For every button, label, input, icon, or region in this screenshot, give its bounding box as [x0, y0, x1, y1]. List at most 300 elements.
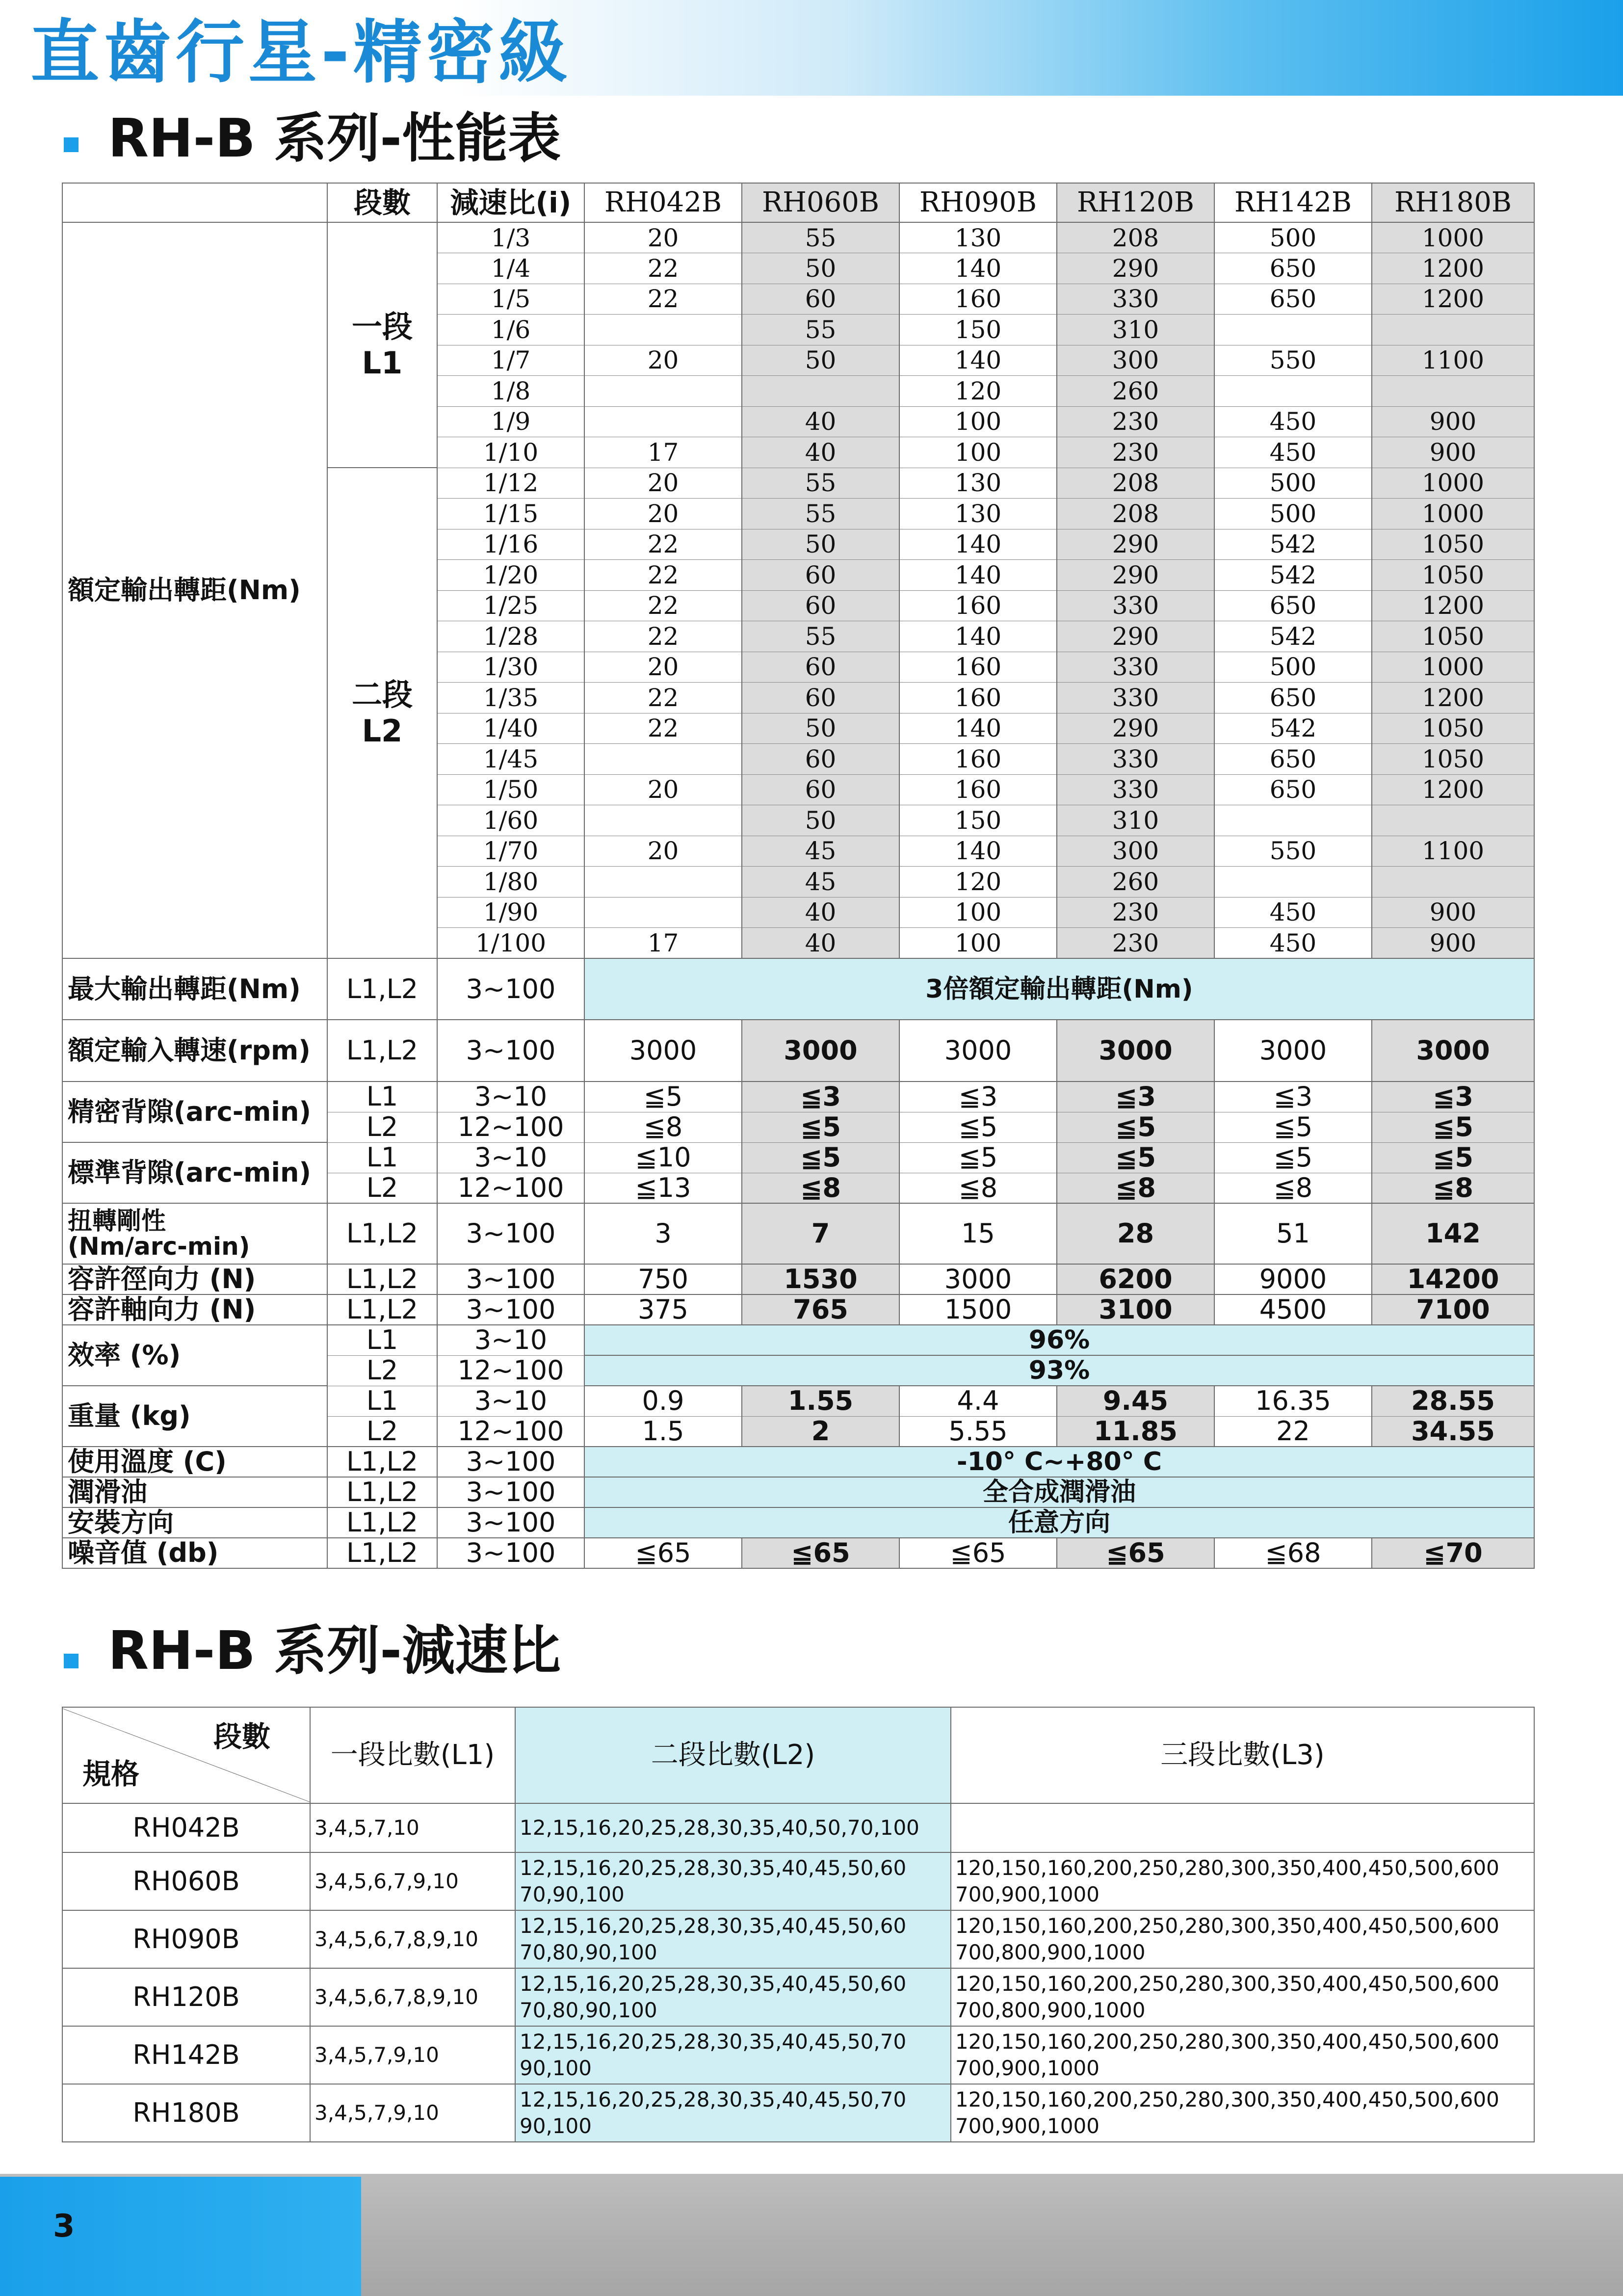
ratio-cell: 1/8	[437, 376, 584, 407]
value-cell: 50	[742, 805, 899, 836]
value-cell: 40	[742, 437, 899, 468]
table-row	[62, 183, 1534, 222]
value-cell: 160	[899, 284, 1057, 315]
model-cell: RH142B	[62, 2026, 310, 2084]
mounting-label: 安裝方向	[62, 1507, 327, 1538]
value-cell: 330	[1057, 652, 1214, 683]
header-l1: 一段比數(L1)	[310, 1707, 515, 1803]
ratio-cell: 1/20	[437, 560, 584, 591]
value-cell	[1372, 376, 1534, 407]
value-cell: 45	[742, 836, 899, 867]
value-cell: 9.45	[1057, 1386, 1214, 1416]
value-cell: 5.55	[899, 1416, 1057, 1447]
mounting-value: 任意方向	[584, 1507, 1534, 1538]
value-cell: 542	[1214, 560, 1372, 591]
value-cell: 20	[584, 652, 742, 683]
value-cell: 500	[1214, 652, 1372, 683]
value-cell: ≦5	[899, 1142, 1057, 1173]
value-cell: 28	[1057, 1203, 1214, 1264]
value-cell: 290	[1057, 560, 1214, 591]
value-cell: 650	[1214, 774, 1372, 805]
value-cell: 230	[1057, 406, 1214, 437]
value-cell: 542	[1214, 713, 1372, 744]
table-row	[62, 1020, 1534, 1082]
model-cell: RH090B	[62, 1910, 310, 1968]
value-cell: 500	[1214, 468, 1372, 499]
value-cell: 120	[899, 376, 1057, 407]
value-cell: 900	[1372, 406, 1534, 437]
value-cell: 55	[742, 315, 899, 345]
value-cell: 160	[899, 652, 1057, 683]
l3-cell: 120,150,160,200,250,280,300,350,400,450,500,600 700,900,1000	[951, 2026, 1534, 2084]
value-cell: 4.4	[899, 1386, 1057, 1416]
ratio-cell: 1/9	[437, 406, 584, 437]
value-cell: ≦5	[1214, 1142, 1372, 1173]
table-row	[62, 1852, 1534, 1910]
value-cell: 20	[584, 345, 742, 376]
value-cell: 45	[742, 867, 899, 897]
ratio-cell: 1/4	[437, 253, 584, 284]
corner-stage-label: 段數	[213, 1720, 270, 1753]
value-cell: ≦3	[1057, 1082, 1214, 1112]
value-cell: 55	[742, 468, 899, 499]
value-cell: 650	[1214, 590, 1372, 621]
value-cell: 1050	[1372, 744, 1534, 775]
ratio-cell: 1/80	[437, 867, 584, 897]
efficiency-range: 3~10	[437, 1325, 584, 1355]
value-cell: ≦3	[1214, 1082, 1372, 1112]
value-cell: 230	[1057, 437, 1214, 468]
efficiency-value: 93%	[584, 1355, 1534, 1386]
value-cell: 160	[899, 774, 1057, 805]
value-cell: 3000	[899, 1020, 1057, 1082]
table-row	[62, 1707, 1534, 1803]
l1-cell: 3,4,5,7,10	[310, 1803, 515, 1852]
value-cell: 3000	[1214, 1020, 1372, 1082]
value-cell: 14200	[1372, 1264, 1534, 1294]
value-cell: 150	[899, 315, 1057, 345]
table-row	[62, 2084, 1534, 2142]
value-cell: 750	[584, 1264, 742, 1294]
precision_backlash-range: 3~10	[437, 1082, 584, 1112]
section-bullet-icon	[64, 1654, 79, 1668]
value-cell: 650	[1214, 253, 1372, 284]
value-cell	[1214, 805, 1372, 836]
l3-cell	[951, 1803, 1534, 1852]
model-cell: RH042B	[62, 1803, 310, 1852]
value-cell: 160	[899, 683, 1057, 713]
l1-cell: 3,4,5,6,7,9,10	[310, 1852, 515, 1910]
value-cell: ≦68	[1214, 1538, 1372, 1568]
value-cell: 450	[1214, 406, 1372, 437]
ratio-cell: 1/50	[437, 774, 584, 805]
value-cell: 60	[742, 652, 899, 683]
table-row	[62, 1264, 1534, 1294]
mounting-range: 3~100	[437, 1507, 584, 1538]
model-cell: RH180B	[62, 2084, 310, 2142]
value-cell: 330	[1057, 683, 1214, 713]
table-row	[62, 958, 1534, 1020]
value-cell: 1200	[1372, 774, 1534, 805]
value-cell: ≦70	[1372, 1538, 1534, 1568]
value-cell: 450	[1214, 437, 1372, 468]
table-row	[62, 1538, 1534, 1568]
l3-cell: 120,150,160,200,250,280,300,350,400,450,500,600 700,900,1000	[951, 2084, 1534, 2142]
value-cell: ≦5	[1372, 1112, 1534, 1142]
table-row	[62, 1910, 1534, 1968]
value-cell: 550	[1214, 836, 1372, 867]
standard_backlash-stage: L1	[327, 1142, 437, 1173]
value-cell: 150	[899, 805, 1057, 836]
value-cell: 208	[1057, 222, 1214, 253]
lubricant-value: 全合成潤滑油	[584, 1477, 1534, 1507]
value-cell: 542	[1214, 621, 1372, 652]
noise-label: 噪音值 (db)	[62, 1538, 327, 1568]
torsional_rigidity-label: 扭轉剛性 (Nm/arc-min)	[62, 1203, 327, 1264]
header-model-rh120b: RH120B	[1057, 183, 1214, 222]
value-cell: 60	[742, 590, 899, 621]
value-cell: 4500	[1214, 1294, 1372, 1325]
precision_backlash-label: 精密背隙(arc-min)	[62, 1082, 327, 1142]
table-row	[62, 1142, 1534, 1173]
value-cell: 3000	[899, 1264, 1057, 1294]
efficiency-stage: L2	[327, 1355, 437, 1386]
value-cell: 310	[1057, 805, 1214, 836]
value-cell: 22	[584, 713, 742, 744]
table-row	[62, 1386, 1534, 1416]
value-cell: 550	[1214, 345, 1372, 376]
page-number: 3	[53, 2208, 75, 2244]
value-cell: 100	[899, 897, 1057, 928]
value-cell: 330	[1057, 744, 1214, 775]
value-cell: ≦5	[1057, 1112, 1214, 1142]
value-cell: 300	[1057, 836, 1214, 867]
precision_backlash-range: 12~100	[437, 1112, 584, 1142]
weight-label: 重量 (kg)	[62, 1386, 327, 1447]
value-cell: 1200	[1372, 284, 1534, 315]
value-cell: 55	[742, 499, 899, 529]
value-cell: 1500	[899, 1294, 1057, 1325]
value-cell: 40	[742, 897, 899, 928]
l3-cell: 120,150,160,200,250,280,300,350,400,450,500,600 700,800,900,1000	[951, 1968, 1534, 2026]
value-cell: 28.55	[1372, 1386, 1534, 1416]
value-cell: 22	[584, 683, 742, 713]
table-row	[62, 2026, 1534, 2084]
value-cell: 330	[1057, 590, 1214, 621]
standard_backlash-range: 12~100	[437, 1173, 584, 1203]
value-cell: 34.55	[1372, 1416, 1534, 1447]
value-cell: ≦5	[742, 1112, 899, 1142]
value-cell	[584, 744, 742, 775]
value-cell: 9000	[1214, 1264, 1372, 1294]
section-ratio-title: RH-B 系列-減速比	[108, 1620, 561, 1682]
ratio-cell: 1/7	[437, 345, 584, 376]
value-cell: 500	[1214, 222, 1372, 253]
rated-torque-label: 額定輸出轉距(Nm)	[62, 222, 327, 958]
ratio-cell: 1/25	[437, 590, 584, 621]
value-cell: ≦5	[1372, 1142, 1534, 1173]
value-cell: 20	[584, 774, 742, 805]
value-cell: 1050	[1372, 713, 1534, 744]
temperature-label: 使用溫度 (C)	[62, 1447, 327, 1477]
header-model-rh042b: RH042B	[584, 183, 742, 222]
performance-table	[62, 183, 1535, 1569]
value-cell: ≦3	[1372, 1082, 1534, 1112]
value-cell: 650	[1214, 683, 1372, 713]
axial_force-range: 3~100	[437, 1294, 584, 1325]
value-cell	[1214, 376, 1372, 407]
header-ratio: 減速比(i)	[437, 183, 584, 222]
value-cell: ≦10	[584, 1142, 742, 1173]
value-cell: 22	[584, 284, 742, 315]
l2-cell: 12,15,16,20,25,28,30,35,40,45,50,60 70,80,90,100	[515, 1968, 951, 2026]
value-cell: 22	[1214, 1416, 1372, 1447]
radial_force-stage: L1,L2	[327, 1264, 437, 1294]
value-cell: ≦65	[1057, 1538, 1214, 1568]
weight-range: 12~100	[437, 1416, 584, 1447]
value-cell: ≦8	[1214, 1173, 1372, 1203]
value-cell: ≦65	[584, 1538, 742, 1568]
value-cell: 500	[1214, 499, 1372, 529]
max_torque-stage: L1,L2	[327, 958, 437, 1020]
ratio-cell: 1/3	[437, 222, 584, 253]
value-cell: 50	[742, 345, 899, 376]
value-cell: 3	[584, 1203, 742, 1264]
corner-cell	[62, 1707, 310, 1803]
value-cell	[584, 897, 742, 928]
mounting-stage: L1,L2	[327, 1507, 437, 1538]
ratio-cell: 1/16	[437, 529, 584, 560]
value-cell: 100	[899, 437, 1057, 468]
ratio-cell: 1/60	[437, 805, 584, 836]
value-cell: 290	[1057, 621, 1214, 652]
value-cell: 11.85	[1057, 1416, 1214, 1447]
value-cell: ≦3	[899, 1082, 1057, 1112]
axial_force-label: 容許軸向力 (N)	[62, 1294, 327, 1325]
radial_force-range: 3~100	[437, 1264, 584, 1294]
value-cell: 260	[1057, 376, 1214, 407]
value-cell: 375	[584, 1294, 742, 1325]
value-cell: 1.55	[742, 1386, 899, 1416]
value-cell: ≦5	[1214, 1112, 1372, 1142]
header-blank-cell	[62, 183, 327, 222]
header-l2: 二段比數(L2)	[515, 1707, 951, 1803]
value-cell: 650	[1214, 744, 1372, 775]
value-cell: 130	[899, 222, 1057, 253]
efficiency-range: 12~100	[437, 1355, 584, 1386]
noise-stage: L1,L2	[327, 1538, 437, 1568]
value-cell	[584, 406, 742, 437]
l2-cell: 12,15,16,20,25,28,30,35,40,45,50,70 90,100	[515, 2084, 951, 2142]
value-cell: 1200	[1372, 683, 1534, 713]
value-cell: 208	[1057, 468, 1214, 499]
value-cell: 1000	[1372, 652, 1534, 683]
value-cell: 140	[899, 253, 1057, 284]
l3-cell: 120,150,160,200,250,280,300,350,400,450,500,600 700,800,900,1000	[951, 1910, 1534, 1968]
value-cell: 15	[899, 1203, 1057, 1264]
value-cell: 22	[584, 560, 742, 591]
value-cell: 55	[742, 222, 899, 253]
value-cell: 542	[1214, 529, 1372, 560]
l2-cell: 12,15,16,20,25,28,30,35,40,45,50,60 70,90,100	[515, 1852, 951, 1910]
value-cell: 765	[742, 1294, 899, 1325]
value-cell: 17	[584, 437, 742, 468]
value-cell: 900	[1372, 928, 1534, 959]
efficiency-label: 效率 (%)	[62, 1325, 327, 1386]
value-cell: 330	[1057, 774, 1214, 805]
efficiency-stage: L1	[327, 1325, 437, 1355]
table-row	[62, 1325, 1534, 1355]
value-cell	[584, 867, 742, 897]
ratio-cell: 1/100	[437, 928, 584, 959]
value-cell: 22	[584, 529, 742, 560]
value-cell: 7100	[1372, 1294, 1534, 1325]
value-cell: 230	[1057, 897, 1214, 928]
value-cell: 130	[899, 468, 1057, 499]
value-cell: ≦8	[1372, 1173, 1534, 1203]
ratio-cell: 1/45	[437, 744, 584, 775]
value-cell: 142	[1372, 1203, 1534, 1264]
stage1-label: 一段 L1	[327, 222, 437, 468]
ratio-cell: 1/10	[437, 437, 584, 468]
value-cell: 60	[742, 284, 899, 315]
value-cell: 450	[1214, 897, 1372, 928]
value-cell: 290	[1057, 713, 1214, 744]
table-row	[62, 1203, 1534, 1264]
rated_speed-stage: L1,L2	[327, 1020, 437, 1082]
lubricant-stage: L1,L2	[327, 1477, 437, 1507]
value-cell: 60	[742, 560, 899, 591]
value-cell: 16.35	[1214, 1386, 1372, 1416]
value-cell: 900	[1372, 437, 1534, 468]
value-cell: 230	[1057, 928, 1214, 959]
header-model-rh090b: RH090B	[899, 183, 1057, 222]
value-cell: 20	[584, 499, 742, 529]
ratio-cell: 1/5	[437, 284, 584, 315]
value-cell	[584, 376, 742, 407]
value-cell: 140	[899, 345, 1057, 376]
value-cell	[584, 805, 742, 836]
value-cell	[1372, 315, 1534, 345]
performance-table-body	[62, 183, 1534, 1568]
value-cell: ≦8	[742, 1173, 899, 1203]
value-cell: 160	[899, 744, 1057, 775]
ratio-cell: 1/90	[437, 897, 584, 928]
ratio-table	[62, 1707, 1535, 2142]
value-cell: 1050	[1372, 529, 1534, 560]
rated_speed-label: 額定輸入轉速(rpm)	[62, 1020, 327, 1082]
header-model-rh060b: RH060B	[742, 183, 899, 222]
value-cell: 290	[1057, 253, 1214, 284]
standard_backlash-range: 3~10	[437, 1142, 584, 1173]
value-cell	[1372, 805, 1534, 836]
value-cell: 330	[1057, 284, 1214, 315]
value-cell: 17	[584, 928, 742, 959]
value-cell: 208	[1057, 499, 1214, 529]
value-cell: 100	[899, 406, 1057, 437]
ratio-cell: 1/12	[437, 468, 584, 499]
max_torque-value: 3倍額定輸出轉距(Nm)	[584, 958, 1534, 1020]
ratio-cell: 1/28	[437, 621, 584, 652]
value-cell: 900	[1372, 897, 1534, 928]
value-cell: 50	[742, 529, 899, 560]
value-cell: 60	[742, 774, 899, 805]
value-cell: ≦8	[584, 1112, 742, 1142]
value-cell: 3000	[742, 1020, 899, 1082]
value-cell: 140	[899, 529, 1057, 560]
value-cell: ≦5	[584, 1082, 742, 1112]
value-cell: 1050	[1372, 621, 1534, 652]
l1-cell: 3,4,5,6,7,8,9,10	[310, 1910, 515, 1968]
value-cell: 140	[899, 713, 1057, 744]
l2-cell: 12,15,16,20,25,28,30,35,40,45,50,60 70,80,90,100	[515, 1910, 951, 1968]
value-cell: 60	[742, 683, 899, 713]
stage2-label: 二段 L2	[327, 468, 437, 958]
radial_force-label: 容許徑向力 (N)	[62, 1264, 327, 1294]
l1-cell: 3,4,5,6,7,8,9,10	[310, 1968, 515, 2026]
ratio-cell: 1/15	[437, 499, 584, 529]
value-cell: ≦65	[899, 1538, 1057, 1568]
lubricant-range: 3~100	[437, 1477, 584, 1507]
value-cell: 450	[1214, 928, 1372, 959]
value-cell: 290	[1057, 529, 1214, 560]
value-cell: 140	[899, 621, 1057, 652]
value-cell: 0.9	[584, 1386, 742, 1416]
torsional_rigidity-stage: L1,L2	[327, 1203, 437, 1264]
header-l3: 三段比數(L3)	[951, 1707, 1534, 1803]
value-cell: 1200	[1372, 253, 1534, 284]
weight-stage: L2	[327, 1416, 437, 1447]
value-cell: 140	[899, 560, 1057, 591]
ratio-cell: 1/30	[437, 652, 584, 683]
value-cell: 3000	[1057, 1020, 1214, 1082]
value-cell: 160	[899, 590, 1057, 621]
value-cell: 1000	[1372, 468, 1534, 499]
value-cell: ≦65	[742, 1538, 899, 1568]
ratio-cell: 1/35	[437, 683, 584, 713]
noise-range: 3~100	[437, 1538, 584, 1568]
temperature-stage: L1,L2	[327, 1447, 437, 1477]
value-cell: 1100	[1372, 345, 1534, 376]
table-row	[62, 1803, 1534, 1852]
weight-range: 3~10	[437, 1386, 584, 1416]
value-cell: 3000	[584, 1020, 742, 1082]
table-row	[62, 1507, 1534, 1538]
value-cell: 7	[742, 1203, 899, 1264]
value-cell: 22	[584, 253, 742, 284]
value-cell: 55	[742, 621, 899, 652]
section-performance-title: RH-B 系列-性能表	[108, 108, 561, 169]
temperature-value: -10° C~+80° C	[584, 1447, 1534, 1477]
l1-cell: 3,4,5,7,9,10	[310, 2026, 515, 2084]
standard_backlash-label: 標準背隙(arc-min)	[62, 1142, 327, 1203]
value-cell	[1214, 315, 1372, 345]
value-cell: 1200	[1372, 590, 1534, 621]
value-cell: 3100	[1057, 1294, 1214, 1325]
l1-cell: 3,4,5,7,9,10	[310, 2084, 515, 2142]
value-cell: 50	[742, 253, 899, 284]
ratio-cell: 1/6	[437, 315, 584, 345]
value-cell: 300	[1057, 345, 1214, 376]
value-cell	[1214, 867, 1372, 897]
page-title: 直齒行星-精密級	[30, 13, 572, 93]
axial_force-stage: L1,L2	[327, 1294, 437, 1325]
value-cell: 130	[899, 499, 1057, 529]
torsional_rigidity-range: 3~100	[437, 1203, 584, 1264]
value-cell: 1530	[742, 1264, 899, 1294]
value-cell: 2	[742, 1416, 899, 1447]
value-cell: ≦5	[1057, 1142, 1214, 1173]
